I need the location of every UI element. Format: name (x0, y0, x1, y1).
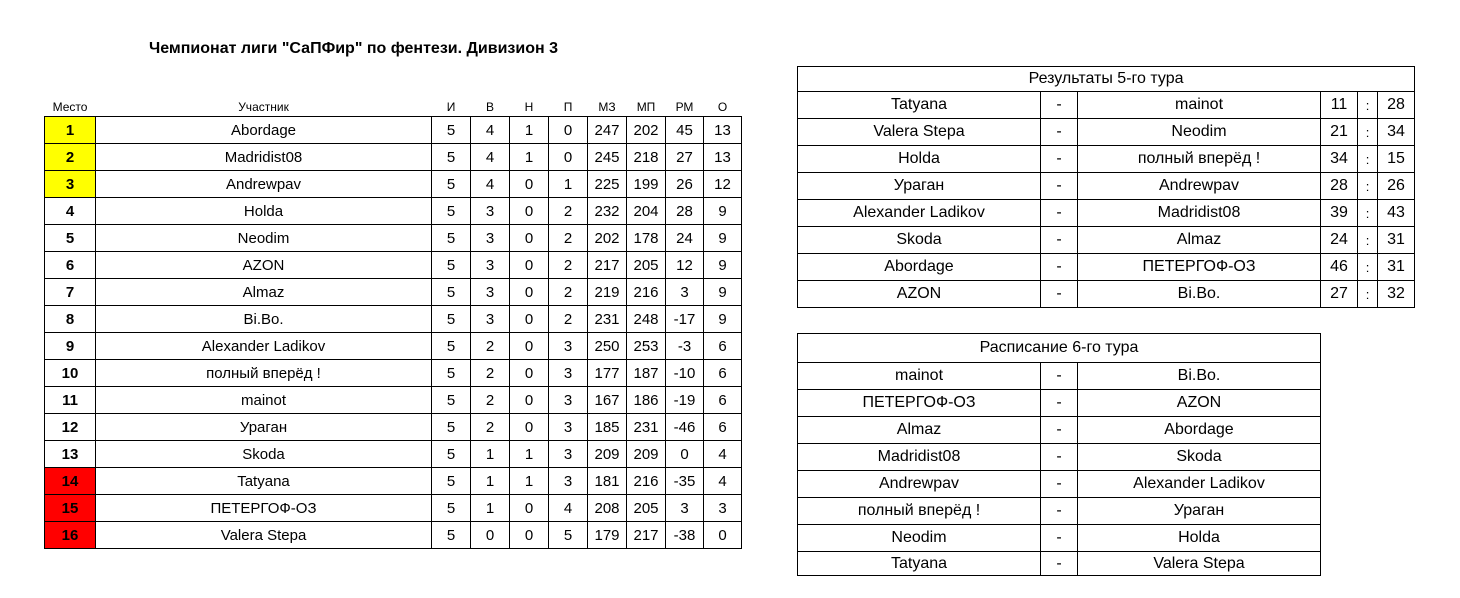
wins-cell: 3 (471, 306, 510, 333)
scored-cell: 179 (588, 522, 627, 549)
draws-cell: 0 (510, 252, 549, 279)
schedule-row (798, 417, 1321, 444)
away-score-cell: 26 (1378, 173, 1415, 200)
dash-cell: - (1041, 390, 1078, 417)
table-row (45, 333, 742, 360)
away-team-cell: Holda (1078, 525, 1321, 552)
participant-cell: Andrewpav (96, 171, 432, 198)
away-team-cell: Bi.Bo. (1078, 363, 1321, 390)
scored-cell: 167 (588, 387, 627, 414)
losses-cell: 2 (549, 225, 588, 252)
scored-cell: 250 (588, 333, 627, 360)
away-score-cell: 43 (1378, 200, 1415, 227)
diff-cell: -19 (666, 387, 704, 414)
col-header-participant: Участник (238, 100, 289, 114)
losses-cell: 1 (549, 171, 588, 198)
diff-cell: -46 (666, 414, 704, 441)
losses-cell: 5 (549, 522, 588, 549)
score-colon-cell: : (1358, 200, 1378, 227)
conceded-cell: 178 (627, 225, 666, 252)
dash-cell: - (1041, 146, 1078, 173)
games-cell: 5 (432, 252, 471, 279)
home-team-cell: Madridist08 (798, 444, 1041, 471)
home-team-cell: Holda (798, 146, 1041, 173)
conceded-cell: 248 (627, 306, 666, 333)
away-team-cell: Andrewpav (1078, 173, 1321, 200)
conceded-cell: 187 (627, 360, 666, 387)
losses-cell: 3 (549, 387, 588, 414)
scored-cell: 245 (588, 144, 627, 171)
away-team-cell: ПЕТЕРГОФ-ОЗ (1078, 254, 1321, 281)
col-header-place: Место (52, 100, 88, 114)
table-row (45, 117, 742, 144)
scored-cell: 232 (588, 198, 627, 225)
home-team-cell: Skoda (798, 227, 1041, 254)
score-colon-cell: : (1358, 254, 1378, 281)
diff-cell: -10 (666, 360, 704, 387)
conceded-cell: 231 (627, 414, 666, 441)
diff-cell: 24 (666, 225, 704, 252)
losses-cell: 3 (549, 333, 588, 360)
conceded-cell: 205 (627, 252, 666, 279)
participant-cell: AZON (96, 252, 432, 279)
home-score-cell: 24 (1321, 227, 1358, 254)
scored-cell: 181 (588, 468, 627, 495)
score-colon-cell: : (1358, 92, 1378, 119)
home-team-cell: полный вперёд ! (798, 498, 1041, 525)
result-row (798, 92, 1415, 119)
draws-cell: 0 (510, 198, 549, 225)
score-colon-cell: : (1358, 146, 1378, 173)
away-team-cell: Skoda (1078, 444, 1321, 471)
scored-cell: 202 (588, 225, 627, 252)
col-header-conceded: МП (636, 100, 656, 114)
dash-cell: - (1041, 498, 1078, 525)
points-cell: 0 (704, 522, 742, 549)
conceded-cell: 216 (627, 279, 666, 306)
diff-cell: 27 (666, 144, 704, 171)
conceded-cell: 205 (627, 495, 666, 522)
col-header-losses: П (563, 100, 573, 114)
conceded-cell: 217 (627, 522, 666, 549)
draws-cell: 1 (510, 144, 549, 171)
points-cell: 9 (704, 252, 742, 279)
home-team-cell: mainot (798, 363, 1041, 390)
scored-cell: 177 (588, 360, 627, 387)
points-cell: 4 (704, 468, 742, 495)
schedule-row (798, 363, 1321, 390)
scored-cell: 209 (588, 441, 627, 468)
participant-cell: Bi.Bo. (96, 306, 432, 333)
scored-cell: 185 (588, 414, 627, 441)
schedule-row (798, 552, 1321, 576)
wins-cell: 1 (471, 495, 510, 522)
schedule-row (798, 525, 1321, 552)
wins-cell: 3 (471, 198, 510, 225)
losses-cell: 0 (549, 144, 588, 171)
table-row (45, 441, 742, 468)
standings-table (44, 92, 742, 549)
participant-cell: Almaz (96, 279, 432, 306)
conceded-cell: 209 (627, 441, 666, 468)
away-team-cell: Bi.Bo. (1078, 281, 1321, 308)
draws-cell: 0 (510, 360, 549, 387)
standings-header-row (45, 92, 742, 117)
home-score-cell: 27 (1321, 281, 1358, 308)
place-cell: 9 (45, 333, 96, 360)
conceded-cell: 186 (627, 387, 666, 414)
scored-cell: 208 (588, 495, 627, 522)
away-team-cell: Ураган (1078, 498, 1321, 525)
draws-cell: 0 (510, 279, 549, 306)
scored-cell: 225 (588, 171, 627, 198)
table-row (45, 414, 742, 441)
home-team-cell: Alexander Ladikov (798, 200, 1041, 227)
losses-cell: 2 (549, 252, 588, 279)
wins-cell: 2 (471, 414, 510, 441)
participant-cell: Abordage (96, 117, 432, 144)
schedule-row (798, 471, 1321, 498)
table-row (45, 171, 742, 198)
scored-cell: 247 (588, 117, 627, 144)
away-team-cell: Abordage (1078, 417, 1321, 444)
home-team-cell: Almaz (798, 417, 1041, 444)
dash-cell: - (1041, 471, 1078, 498)
score-colon-cell: : (1358, 281, 1378, 308)
diff-cell: 3 (666, 495, 704, 522)
games-cell: 5 (432, 306, 471, 333)
place-cell: 12 (45, 414, 96, 441)
away-score-cell: 31 (1378, 227, 1415, 254)
round6-schedule-table (797, 333, 1321, 576)
diff-cell: 3 (666, 279, 704, 306)
schedule-row (798, 390, 1321, 417)
diff-cell: 28 (666, 198, 704, 225)
games-cell: 5 (432, 279, 471, 306)
games-cell: 5 (432, 225, 471, 252)
table-row (45, 468, 742, 495)
scored-cell: 217 (588, 252, 627, 279)
away-team-cell: Almaz (1078, 227, 1321, 254)
col-header-wins: В (485, 100, 494, 114)
schedule-row (798, 498, 1321, 525)
home-team-cell: Andrewpav (798, 471, 1041, 498)
conceded-cell: 218 (627, 144, 666, 171)
place-cell: 10 (45, 360, 96, 387)
schedule-row (798, 444, 1321, 471)
diff-cell: 45 (666, 117, 704, 144)
place-cell: 1 (45, 117, 96, 144)
games-cell: 5 (432, 522, 471, 549)
diff-cell: 0 (666, 441, 704, 468)
col-header-draws: Н (524, 100, 534, 114)
result-row (798, 254, 1415, 281)
scored-cell: 231 (588, 306, 627, 333)
home-team-cell: Tatyana (798, 92, 1041, 119)
away-team-cell: mainot (1078, 92, 1321, 119)
place-cell: 15 (45, 495, 96, 522)
place-cell: 7 (45, 279, 96, 306)
away-score-cell: 32 (1378, 281, 1415, 308)
games-cell: 5 (432, 198, 471, 225)
games-cell: 5 (432, 468, 471, 495)
participant-cell: ПЕТЕРГОФ-ОЗ (96, 495, 432, 522)
dash-cell: - (1041, 281, 1078, 308)
away-score-cell: 34 (1378, 119, 1415, 146)
conceded-cell: 253 (627, 333, 666, 360)
results-caption: Результаты 5-го тура (798, 67, 1415, 92)
place-cell: 8 (45, 306, 96, 333)
diff-cell: 26 (666, 171, 704, 198)
losses-cell: 2 (549, 198, 588, 225)
home-team-cell: Abordage (798, 254, 1041, 281)
place-cell: 2 (45, 144, 96, 171)
wins-cell: 1 (471, 468, 510, 495)
diff-cell: 12 (666, 252, 704, 279)
participant-cell: mainot (96, 387, 432, 414)
col-header-diff: РМ (675, 100, 694, 114)
away-team-cell: Neodim (1078, 119, 1321, 146)
diff-cell: -17 (666, 306, 704, 333)
diff-cell: -3 (666, 333, 704, 360)
participant-cell: Holda (96, 198, 432, 225)
place-cell: 16 (45, 522, 96, 549)
table-row (45, 522, 742, 549)
away-score-cell: 31 (1378, 254, 1415, 281)
wins-cell: 2 (471, 360, 510, 387)
points-cell: 12 (704, 171, 742, 198)
home-team-cell: ПЕТЕРГОФ-ОЗ (798, 390, 1041, 417)
table-row (45, 198, 742, 225)
points-cell: 13 (704, 144, 742, 171)
home-score-cell: 39 (1321, 200, 1358, 227)
page-title: Чемпионат лиги "СаПФир" по фентези. Дивизион 3 (149, 40, 558, 57)
games-cell: 5 (432, 387, 471, 414)
participant-cell: Neodim (96, 225, 432, 252)
result-row (798, 146, 1415, 173)
conceded-cell: 216 (627, 468, 666, 495)
home-team-cell: Tatyana (798, 552, 1041, 576)
home-score-cell: 21 (1321, 119, 1358, 146)
points-cell: 9 (704, 279, 742, 306)
games-cell: 5 (432, 495, 471, 522)
home-score-cell: 11 (1321, 92, 1358, 119)
result-row (798, 227, 1415, 254)
draws-cell: 1 (510, 117, 549, 144)
scored-cell: 219 (588, 279, 627, 306)
wins-cell: 4 (471, 144, 510, 171)
losses-cell: 3 (549, 441, 588, 468)
col-header-scored: МЗ (598, 100, 616, 114)
points-cell: 9 (704, 306, 742, 333)
draws-cell: 0 (510, 387, 549, 414)
wins-cell: 3 (471, 252, 510, 279)
table-row (45, 279, 742, 306)
diff-cell: -35 (666, 468, 704, 495)
table-row (45, 306, 742, 333)
table-row (45, 360, 742, 387)
games-cell: 5 (432, 360, 471, 387)
home-team-cell: Valera Stepa (798, 119, 1041, 146)
draws-cell: 0 (510, 522, 549, 549)
conceded-cell: 204 (627, 198, 666, 225)
home-score-cell: 46 (1321, 254, 1358, 281)
participant-cell: Madridist08 (96, 144, 432, 171)
home-score-cell: 34 (1321, 146, 1358, 173)
points-cell: 6 (704, 387, 742, 414)
col-header-points: О (717, 100, 728, 114)
draws-cell: 1 (510, 468, 549, 495)
points-cell: 4 (704, 441, 742, 468)
losses-cell: 3 (549, 468, 588, 495)
wins-cell: 3 (471, 279, 510, 306)
place-cell: 13 (45, 441, 96, 468)
draws-cell: 0 (510, 306, 549, 333)
col-header-games: И (446, 100, 456, 114)
result-row (798, 173, 1415, 200)
participant-cell: Ураган (96, 414, 432, 441)
result-row (798, 200, 1415, 227)
wins-cell: 2 (471, 387, 510, 414)
points-cell: 13 (704, 117, 742, 144)
losses-cell: 4 (549, 495, 588, 522)
table-row (45, 252, 742, 279)
away-team-cell: Valera Stepa (1078, 552, 1321, 576)
round5-results-table (797, 66, 1415, 308)
draws-cell: 0 (510, 495, 549, 522)
dash-cell: - (1041, 227, 1078, 254)
dash-cell: - (1041, 254, 1078, 281)
dash-cell: - (1041, 92, 1078, 119)
dash-cell: - (1041, 417, 1078, 444)
place-cell: 3 (45, 171, 96, 198)
home-team-cell: AZON (798, 281, 1041, 308)
home-team-cell: Neodim (798, 525, 1041, 552)
points-cell: 9 (704, 225, 742, 252)
home-team-cell: Ураган (798, 173, 1041, 200)
wins-cell: 2 (471, 333, 510, 360)
points-cell: 6 (704, 360, 742, 387)
participant-cell: Valera Stepa (96, 522, 432, 549)
losses-cell: 2 (549, 279, 588, 306)
points-cell: 9 (704, 198, 742, 225)
score-colon-cell: : (1358, 119, 1378, 146)
games-cell: 5 (432, 333, 471, 360)
away-team-cell: полный вперёд ! (1078, 146, 1321, 173)
draws-cell: 0 (510, 225, 549, 252)
dash-cell: - (1041, 173, 1078, 200)
result-row (798, 281, 1415, 308)
place-cell: 6 (45, 252, 96, 279)
draws-cell: 1 (510, 441, 549, 468)
games-cell: 5 (432, 144, 471, 171)
schedule-caption: Расписание 6-го тура (798, 334, 1321, 363)
place-cell: 11 (45, 387, 96, 414)
participant-cell: Tatyana (96, 468, 432, 495)
points-cell: 6 (704, 414, 742, 441)
score-colon-cell: : (1358, 227, 1378, 254)
wins-cell: 0 (471, 522, 510, 549)
participant-cell: Skoda (96, 441, 432, 468)
away-team-cell: Alexander Ladikov (1078, 471, 1321, 498)
games-cell: 5 (432, 117, 471, 144)
dash-cell: - (1041, 363, 1078, 390)
draws-cell: 0 (510, 333, 549, 360)
games-cell: 5 (432, 441, 471, 468)
diff-cell: -38 (666, 522, 704, 549)
conceded-cell: 202 (627, 117, 666, 144)
wins-cell: 3 (471, 225, 510, 252)
place-cell: 5 (45, 225, 96, 252)
result-row (798, 119, 1415, 146)
draws-cell: 0 (510, 414, 549, 441)
losses-cell: 2 (549, 306, 588, 333)
participant-cell: полный вперёд ! (96, 360, 432, 387)
table-row (45, 387, 742, 414)
games-cell: 5 (432, 414, 471, 441)
away-score-cell: 28 (1378, 92, 1415, 119)
dash-cell: - (1041, 444, 1078, 471)
away-team-cell: Madridist08 (1078, 200, 1321, 227)
dash-cell: - (1041, 119, 1078, 146)
table-row (45, 495, 742, 522)
losses-cell: 3 (549, 360, 588, 387)
draws-cell: 0 (510, 171, 549, 198)
dash-cell: - (1041, 200, 1078, 227)
away-team-cell: AZON (1078, 390, 1321, 417)
conceded-cell: 199 (627, 171, 666, 198)
wins-cell: 1 (471, 441, 510, 468)
place-cell: 4 (45, 198, 96, 225)
losses-cell: 0 (549, 117, 588, 144)
place-cell: 14 (45, 468, 96, 495)
table-row (45, 225, 742, 252)
games-cell: 5 (432, 171, 471, 198)
points-cell: 3 (704, 495, 742, 522)
dash-cell: - (1041, 525, 1078, 552)
participant-cell: Alexander Ladikov (96, 333, 432, 360)
wins-cell: 4 (471, 117, 510, 144)
away-score-cell: 15 (1378, 146, 1415, 173)
dash-cell: - (1041, 552, 1078, 576)
points-cell: 6 (704, 333, 742, 360)
table-row (45, 144, 742, 171)
losses-cell: 3 (549, 414, 588, 441)
home-score-cell: 28 (1321, 173, 1358, 200)
wins-cell: 4 (471, 171, 510, 198)
score-colon-cell: : (1358, 173, 1378, 200)
